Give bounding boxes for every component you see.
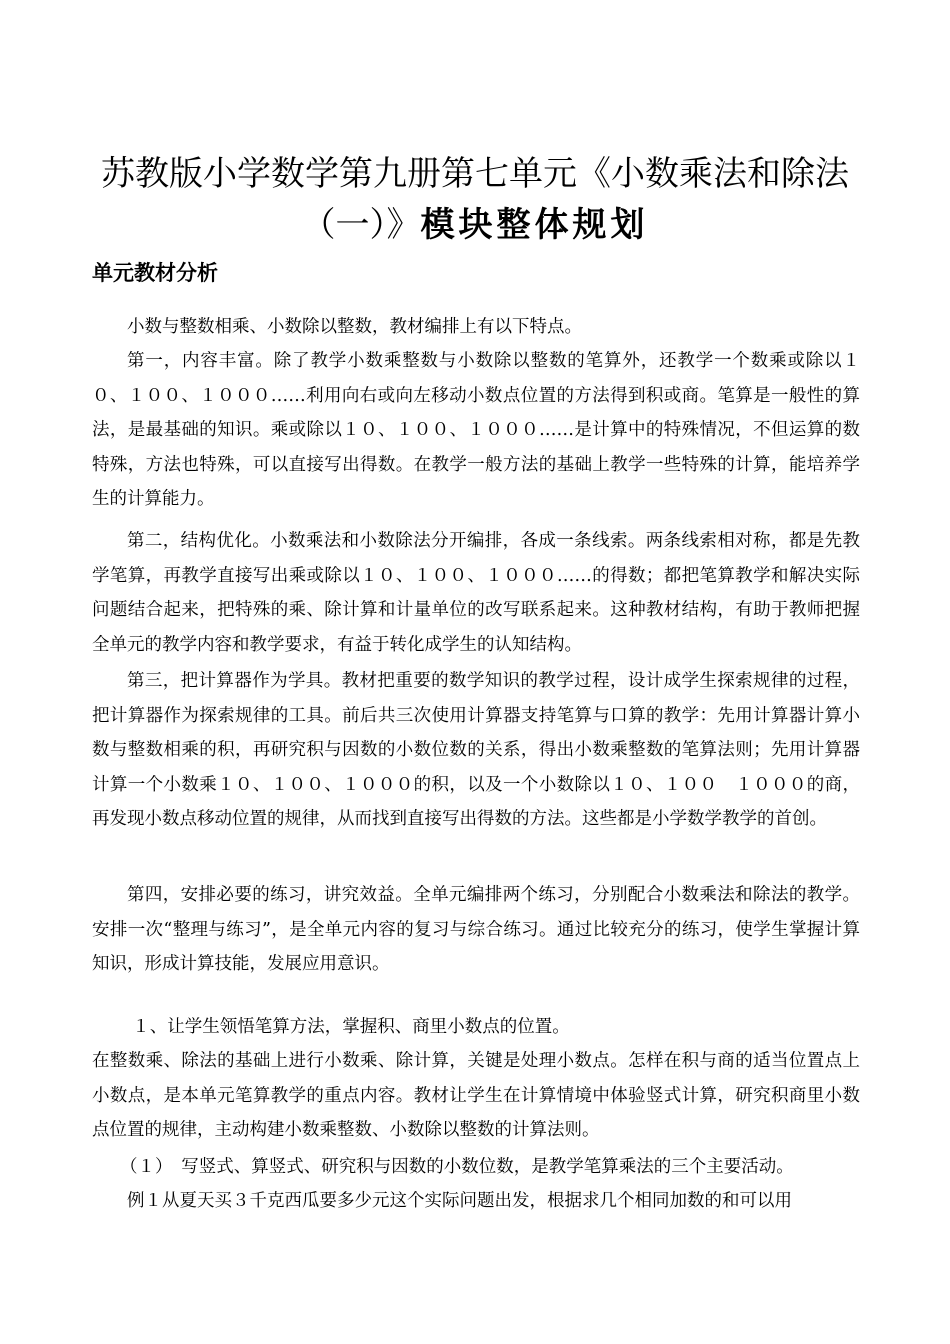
paragraph-fourth-feature: 第四，安排必要的练习，讲究效益。全单元编排两个练习，分别配合小数乘法和除法的教学。安排一次“整理与练习”，是全单元内容的复习与综合练习。通过比较充分的练习，使学生掌握计算知识，形成计算技能，发展应用意识。 xyxy=(92,885,860,975)
section-heading: 单元教材分析 xyxy=(92,261,218,285)
paragraph-point-1-detail: 在整数乘、除法的基础上进行小数乘、除计算，关键是处理小数点。怎样在积与商的适当位置点上小数点，是本单元笔算教学的重点内容。教材让学生在计算情境中体验竖式计算，研究积商里小数点位置的规律，主动构建小数乘整数、小数除以整数的计算法则。 xyxy=(92,1051,860,1141)
document-title-line-2-normal: （一）》 xyxy=(301,205,421,245)
document-title-line-2-bold: 模块整体规划 xyxy=(420,205,649,245)
paragraph-intro: 小数与整数相乘、小数除以整数，教材编排上有以下特点。 xyxy=(127,317,582,337)
document-title-line-1: 苏教版小学数学第九册第七单元《小数乘法和除法 xyxy=(101,154,849,194)
paragraph-second-feature: 第二，结构优化。小数乘法和小数除法分开编排，各成一条线索。两条线索相对称，都是先教学笔算，再教学直接写出乘或除以１０、１００、１０００……的得数；都把笔算教学和解决实际问题结合起来，把特殊的乘、除计算和计量单位的改写联系起来。这种教材结构，有助于教师把握全单元的教学内容和教学要求，有益于转化成学生的认知结构。 xyxy=(92,531,860,655)
paragraph-point-1: １、让学生领悟笔算方法，掌握积、商里小数点的位置。 xyxy=(132,1017,570,1037)
paragraph-subpoint-1: （１） 写竖式、算竖式、研究积与因数的小数位数，是教学笔算乘法的三个主要活动。 xyxy=(120,1157,794,1177)
paragraph-first-feature: 第一，内容丰富。除了教学小数乘整数与小数除以整数的笔算外，还教学一个数乘或除以１０、１００、１０００……利用向右或向左移动小数点位置的方法得到积或商。笔算是一般性的算法，是最基础的知识。乘或除以１０、１００、１０００……是计算中的特殊情况，不但运算的数特殊，方法也特殊，可以直接写出得数。在教学一般方法的基础上教学一些特殊的计算，能培养学生的计算能力。 xyxy=(92,351,860,510)
paragraph-example-1: 例１从夏天买３千克西瓜要多少元这个实际问题出发，根据求几个相同加数的和可以用 xyxy=(127,1191,792,1211)
paragraph-third-feature: 第三，把计算器作为学具。教材把重要的数学知识的教学过程，设计成学生探索规律的过程，把计算器作为探索规律的工具。前后共三次使用计算器支持笔算与口算的教学：先用计算器计算小数与整数相乘的积，再研究积与因数的小数位数的关系，得出小数乘整数的笔算法则；先用计算器计算一个小数乘１０、１００、１０００的积，以及一个小数除以１０、１００ １０００的商，再发现小数点移动位置的规律，从而找到直接写出得数的方法。这些都是小学数学教学的首创。 xyxy=(92,671,860,830)
document-title-line-2 xyxy=(80,203,870,247)
